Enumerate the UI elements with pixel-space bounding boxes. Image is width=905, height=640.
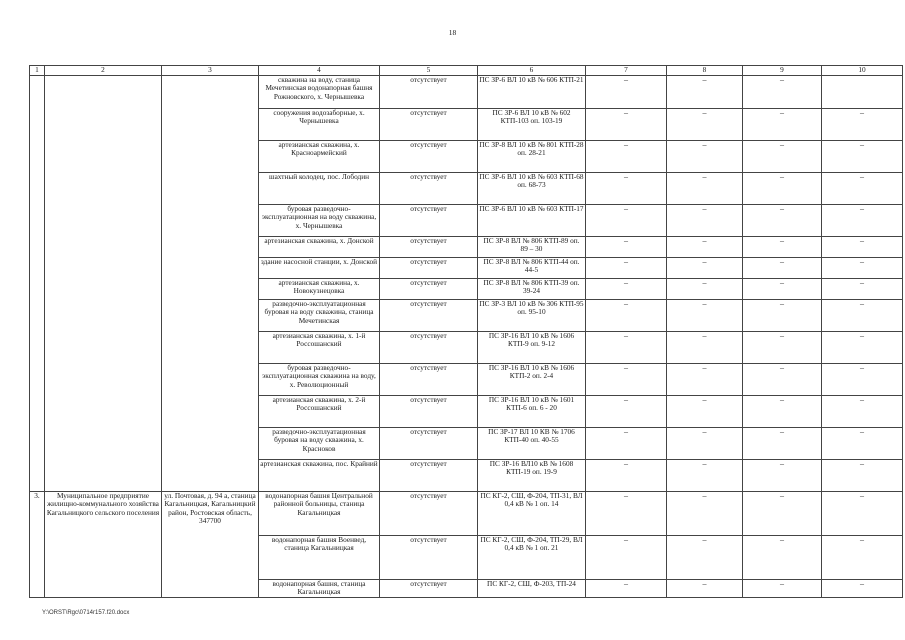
header-row bbox=[30, 66, 903, 76]
power-supply-cell: ПС КГ-2, СШ, Ф-204, ТП-29, ВЛ 0,4 кВ № 1 оп. 21 bbox=[478, 536, 586, 580]
table-row bbox=[30, 492, 903, 536]
page-number: 18 bbox=[448, 28, 457, 37]
status-cell: отсутствует bbox=[380, 173, 478, 205]
col7-cell: – bbox=[586, 279, 667, 300]
object-cell: артезианская скважина, х. Донской bbox=[259, 237, 380, 258]
col7-cell: – bbox=[586, 237, 667, 258]
header-cell: 1 bbox=[30, 66, 45, 76]
object-cell: разведочно-эксплуатационная буровая на воду скважина, станица Мечетинская bbox=[259, 300, 380, 332]
col9-cell: – bbox=[743, 205, 822, 237]
object-cell: артезианская скважина, х. Красноармейский bbox=[259, 141, 380, 173]
power-supply-cell: ПС ЗР-6 ВЛ 10 кВ № 602 КТП-103 оп. 103-19 bbox=[478, 109, 586, 141]
col7-cell: – bbox=[586, 364, 667, 396]
col9-cell: – bbox=[743, 76, 822, 109]
col7-cell: – bbox=[586, 492, 667, 536]
col10-cell: – bbox=[822, 460, 903, 492]
object-cell: водонапорная башня Военвед, станица Кагальницкая bbox=[259, 536, 380, 580]
file-path-footer: Y:\ORST\Rgc\0714r157.f20.docx bbox=[42, 610, 130, 616]
col9-cell: – bbox=[743, 141, 822, 173]
col8-cell: – bbox=[667, 332, 743, 364]
object-cell: буровая разведочно-эксплуатационная на воду скважина, х. Чернышевка bbox=[259, 205, 380, 237]
col8-cell: – bbox=[667, 237, 743, 258]
col10-cell: – bbox=[822, 492, 903, 536]
power-supply-cell: ПС ЗР-16 ВЛ10 кВ № 1608 КТП-19 оп. 19-9 bbox=[478, 460, 586, 492]
col10-cell: – bbox=[822, 428, 903, 460]
power-supply-cell: ПС ЗР-3 ВЛ 10 кВ № 306 КТП-95 оп. 95-10 bbox=[478, 300, 586, 332]
power-supply-cell: ПС ЗР-6 ВЛ 10 кВ № 606 КТП-21 bbox=[478, 76, 586, 109]
header-cell: 5 bbox=[380, 66, 478, 76]
header-cell: 3 bbox=[162, 66, 259, 76]
col10-cell: – bbox=[822, 536, 903, 580]
col9-cell: – bbox=[743, 237, 822, 258]
header-cell: 10 bbox=[822, 66, 903, 76]
status-cell: отсутствует bbox=[380, 237, 478, 258]
col8-cell: – bbox=[667, 141, 743, 173]
status-cell: отсутствует bbox=[380, 364, 478, 396]
col8-cell: – bbox=[667, 396, 743, 428]
col7-cell: – bbox=[586, 580, 667, 598]
col8-cell: – bbox=[667, 364, 743, 396]
col10-cell: – bbox=[822, 332, 903, 364]
col9-cell: – bbox=[743, 279, 822, 300]
power-supply-cell: ПС ЗР-8 ВЛ № 806 КТП-39 оп. 39-24 bbox=[478, 279, 586, 300]
col8-cell: – bbox=[667, 580, 743, 598]
col7-cell: – bbox=[586, 332, 667, 364]
col8-cell: – bbox=[667, 258, 743, 279]
status-cell: отсутствует bbox=[380, 279, 478, 300]
col7-cell: – bbox=[586, 205, 667, 237]
col8-cell: – bbox=[667, 536, 743, 580]
col8-cell: – bbox=[667, 279, 743, 300]
power-supply-cell: ПС ЗР-16 ВЛ 10 кВ № 1606 КТП-9 оп. 9-12 bbox=[478, 332, 586, 364]
power-supply-cell: ПС ЗР-6 ВЛ 10 кВ № 603 КТП-68 оп. 68-73 bbox=[478, 173, 586, 205]
power-supply-cell: ПС ЗР-8 ВЛ № 806 КТП-89 оп. 89 – 30 bbox=[478, 237, 586, 258]
data-table bbox=[29, 65, 903, 598]
address-cell bbox=[162, 76, 259, 492]
status-cell: отсутствует bbox=[380, 460, 478, 492]
col9-cell: – bbox=[743, 396, 822, 428]
col9-cell: – bbox=[743, 364, 822, 396]
header-cell: 7 bbox=[586, 66, 667, 76]
col10-cell: – bbox=[822, 279, 903, 300]
status-cell: отсутствует bbox=[380, 580, 478, 598]
col10-cell: – bbox=[822, 237, 903, 258]
col9-cell: – bbox=[743, 258, 822, 279]
table-body-group-b bbox=[30, 492, 903, 598]
col7-cell: – bbox=[586, 141, 667, 173]
col10-cell: – bbox=[822, 364, 903, 396]
col9-cell: – bbox=[743, 300, 822, 332]
object-cell: водонапорная башня, станица Кагальницкая bbox=[259, 580, 380, 598]
organization-cell bbox=[45, 76, 162, 492]
status-cell: отсутствует bbox=[380, 141, 478, 173]
header-cell: 9 bbox=[743, 66, 822, 76]
col8-cell: – bbox=[667, 428, 743, 460]
col10-cell: – bbox=[822, 205, 903, 237]
power-supply-cell: ПС ЗР-8 ВЛ 10 кВ № 801 КТП-28 оп. 28-21 bbox=[478, 141, 586, 173]
power-supply-cell: ПС ЗР-17 ВЛ 10 КВ № 1706 КТП-40 оп. 40-55 bbox=[478, 428, 586, 460]
col9-cell: – bbox=[743, 460, 822, 492]
status-cell: отсутствует bbox=[380, 205, 478, 237]
number-cell bbox=[30, 76, 45, 492]
col8-cell: – bbox=[667, 300, 743, 332]
power-supply-cell: ПС ЗР-6 ВЛ 10 кВ № 603 КТП-17 bbox=[478, 205, 586, 237]
status-cell: отсутствует bbox=[380, 428, 478, 460]
header-cell: 4 bbox=[259, 66, 380, 76]
organization-cell: Муниципальное предприятие жилищно-коммунального хозяйства Кагальницкого сельского поселения bbox=[45, 492, 162, 598]
power-supply-cell: ПС ЗР-8 ВЛ № 806 КТП-44 оп. 44-5 bbox=[478, 258, 586, 279]
col8-cell: – bbox=[667, 76, 743, 109]
col9-cell: – bbox=[743, 332, 822, 364]
power-supply-cell: ПС КГ-2, СШ, Ф-204, ТП-31, ВЛ 0,4 кВ № 1 оп. 14 bbox=[478, 492, 586, 536]
power-supply-cell: ПС КГ-2, СШ, Ф-203, ТП-24 bbox=[478, 580, 586, 598]
col8-cell: – bbox=[667, 205, 743, 237]
power-supply-cell: ПС ЗР-16 ВЛ 10 кВ № 1606 КТП-2 оп. 2-4 bbox=[478, 364, 586, 396]
object-cell: артезианская скважина, х. 2-й Россошанский bbox=[259, 396, 380, 428]
col9-cell: – bbox=[743, 492, 822, 536]
status-cell: отсутствует bbox=[380, 396, 478, 428]
col9-cell: – bbox=[743, 580, 822, 598]
power-supply-cell: ПС ЗР-16 ВЛ 10 кВ № 1601 КТП-6 оп. 6 - 20 bbox=[478, 396, 586, 428]
col9-cell: – bbox=[743, 536, 822, 580]
object-cell: сооружения водозаборные, х. Чернышевка bbox=[259, 109, 380, 141]
col9-cell: – bbox=[743, 173, 822, 205]
col8-cell: – bbox=[667, 460, 743, 492]
status-cell: отсутствует bbox=[380, 300, 478, 332]
col8-cell: – bbox=[667, 492, 743, 536]
col7-cell: – bbox=[586, 300, 667, 332]
col8-cell: – bbox=[667, 109, 743, 141]
status-cell: отсутствует bbox=[380, 258, 478, 279]
status-cell: отсутствует bbox=[380, 492, 478, 536]
object-cell: артезианская скважина, х. Новокузнецовка bbox=[259, 279, 380, 300]
col10-cell: – bbox=[822, 580, 903, 598]
col7-cell: – bbox=[586, 109, 667, 141]
object-cell: разведочно-эксплуатационная буровая на воду скважина, х. Красноков bbox=[259, 428, 380, 460]
status-cell: отсутствует bbox=[380, 332, 478, 364]
object-cell: водонапорная башня Центральной районной больницы, станица Кагальницкая bbox=[259, 492, 380, 536]
col9-cell: – bbox=[743, 428, 822, 460]
col10-cell: – bbox=[822, 300, 903, 332]
object-cell: буровая разведочно-эксплуатационная скважина на воду, х. Революционный bbox=[259, 364, 380, 396]
table-row bbox=[30, 76, 903, 109]
status-cell: отсутствует bbox=[380, 109, 478, 141]
object-cell: шахтный колодец, пос. Лободин bbox=[259, 173, 380, 205]
table-body-group-a bbox=[30, 76, 903, 492]
col7-cell: – bbox=[586, 536, 667, 580]
col7-cell: – bbox=[586, 460, 667, 492]
address-cell: ул. Почтовая, д. 94 а, станица Кагальницкая, Кагальницкий район, Ростовская область, 347700 bbox=[162, 492, 259, 598]
col10-cell bbox=[822, 76, 903, 109]
header-cell: 8 bbox=[667, 66, 743, 76]
col10-cell: – bbox=[822, 173, 903, 205]
col7-cell: – bbox=[586, 173, 667, 205]
object-cell: артезианская скважина, пос. Крайний bbox=[259, 460, 380, 492]
status-cell: отсутствует bbox=[380, 536, 478, 580]
col10-cell: – bbox=[822, 141, 903, 173]
col7-cell: – bbox=[586, 258, 667, 279]
col9-cell: – bbox=[743, 109, 822, 141]
col7-cell: – bbox=[586, 396, 667, 428]
col7-cell: – bbox=[586, 428, 667, 460]
status-cell: отсутствует bbox=[380, 76, 478, 109]
col7-cell: – bbox=[586, 76, 667, 109]
object-cell: скважина на воду, станица Мечетинская водонапорная башня Рожновского, х. Чернышевка bbox=[259, 76, 380, 109]
number-cell: 3. bbox=[30, 492, 45, 598]
header-cell: 6 bbox=[478, 66, 586, 76]
header-cell: 2 bbox=[45, 66, 162, 76]
col10-cell: – bbox=[822, 396, 903, 428]
col8-cell: – bbox=[667, 173, 743, 205]
object-cell: здание насосной станции, х. Донской bbox=[259, 258, 380, 279]
object-cell: артезианская скважина, х. 1-й Россошанский bbox=[259, 332, 380, 364]
col10-cell: – bbox=[822, 109, 903, 141]
col10-cell: – bbox=[822, 258, 903, 279]
